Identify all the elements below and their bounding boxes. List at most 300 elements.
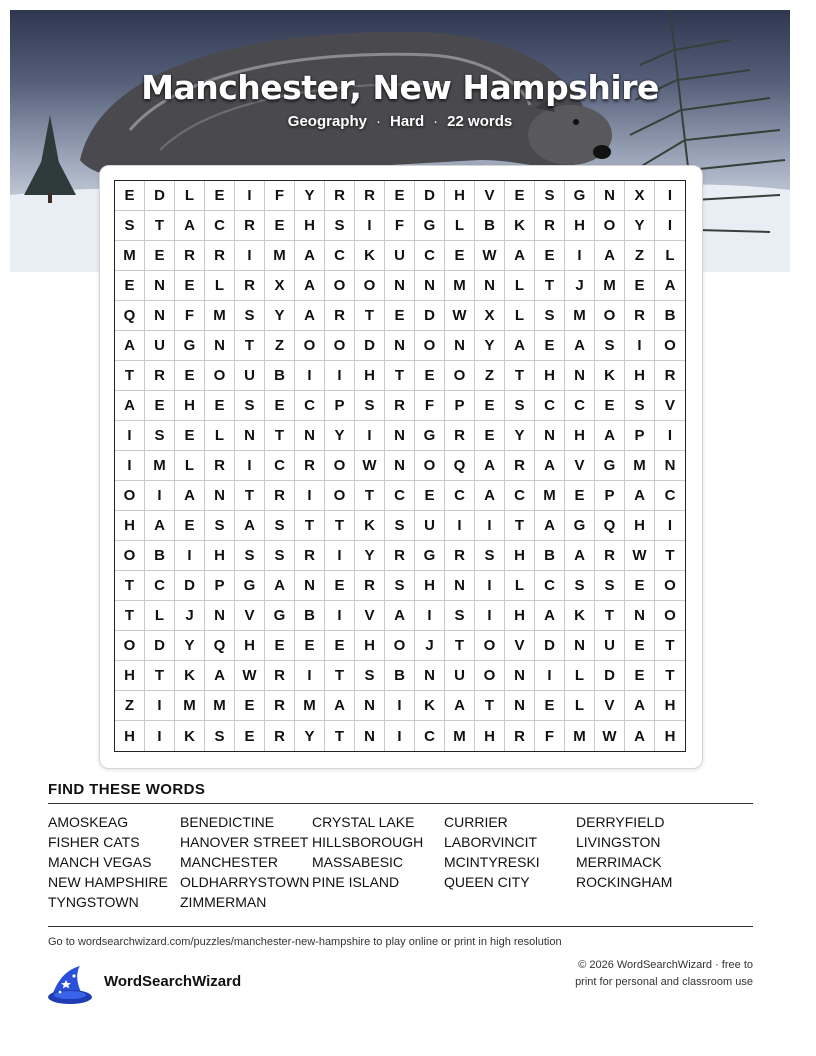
grid-cell[interactable]: I [145, 481, 175, 511]
grid-cell[interactable]: R [385, 391, 415, 421]
grid-cell[interactable]: O [385, 631, 415, 661]
grid-cell[interactable]: Y [505, 421, 535, 451]
grid-cell[interactable]: N [385, 421, 415, 451]
grid-cell[interactable]: W [235, 661, 265, 691]
grid-cell[interactable]: O [475, 661, 505, 691]
grid-cell[interactable]: I [655, 211, 685, 241]
grid-cell[interactable]: A [175, 211, 205, 241]
grid-cell[interactable]: E [205, 391, 235, 421]
grid-cell[interactable]: N [355, 721, 385, 751]
grid-cell[interactable]: A [205, 661, 235, 691]
grid-cell[interactable]: Y [295, 181, 325, 211]
grid-cell[interactable]: R [265, 661, 295, 691]
grid-cell[interactable]: L [505, 271, 535, 301]
grid-cell[interactable]: O [325, 451, 355, 481]
grid-cell[interactable]: X [265, 271, 295, 301]
grid-cell[interactable]: I [535, 661, 565, 691]
grid-cell[interactable]: H [655, 691, 685, 721]
grid-cell[interactable]: A [475, 451, 505, 481]
grid-cell[interactable]: C [385, 481, 415, 511]
grid-cell[interactable]: H [505, 541, 535, 571]
grid-cell[interactable]: N [505, 691, 535, 721]
grid-cell[interactable]: S [145, 421, 175, 451]
grid-cell[interactable]: D [595, 661, 625, 691]
grid-cell[interactable]: J [415, 631, 445, 661]
grid-cell[interactable]: N [145, 271, 175, 301]
grid-cell[interactable]: U [445, 661, 475, 691]
grid-cell[interactable]: R [445, 541, 475, 571]
grid-cell[interactable]: N [205, 601, 235, 631]
grid-cell[interactable]: L [505, 571, 535, 601]
grid-cell[interactable]: L [175, 451, 205, 481]
grid-cell[interactable]: V [505, 631, 535, 661]
grid-cell[interactable]: O [325, 331, 355, 361]
grid-cell[interactable]: G [415, 541, 445, 571]
grid-cell[interactable]: I [295, 361, 325, 391]
grid-cell[interactable]: M [175, 691, 205, 721]
grid-cell[interactable]: L [175, 181, 205, 211]
grid-cell[interactable]: W [445, 301, 475, 331]
grid-cell[interactable]: T [505, 361, 535, 391]
grid-cell[interactable]: L [565, 691, 595, 721]
grid-cell[interactable]: C [265, 451, 295, 481]
grid-cell[interactable]: R [205, 241, 235, 271]
grid-cell[interactable]: A [535, 511, 565, 541]
grid-cell[interactable]: N [445, 331, 475, 361]
grid-cell[interactable]: Y [295, 721, 325, 751]
grid-cell[interactable]: E [475, 391, 505, 421]
grid-cell[interactable]: H [565, 211, 595, 241]
grid-cell[interactable]: D [535, 631, 565, 661]
grid-cell[interactable]: H [175, 391, 205, 421]
grid-cell[interactable]: I [115, 451, 145, 481]
grid-cell[interactable]: H [415, 571, 445, 601]
grid-cell[interactable]: H [535, 361, 565, 391]
grid-cell[interactable]: A [115, 391, 145, 421]
grid-cell[interactable]: M [115, 241, 145, 271]
grid-cell[interactable]: Z [475, 361, 505, 391]
grid-cell[interactable]: R [175, 241, 205, 271]
grid-cell[interactable]: A [145, 511, 175, 541]
grid-cell[interactable]: S [625, 391, 655, 421]
grid-cell[interactable]: I [115, 421, 145, 451]
grid-cell[interactable]: B [535, 541, 565, 571]
grid-cell[interactable]: I [145, 691, 175, 721]
grid-cell[interactable]: Z [265, 331, 295, 361]
grid-cell[interactable]: R [265, 481, 295, 511]
grid-cell[interactable]: K [175, 721, 205, 751]
grid-cell[interactable]: U [235, 361, 265, 391]
grid-cell[interactable]: R [535, 211, 565, 241]
grid-cell[interactable]: N [385, 271, 415, 301]
grid-cell[interactable]: R [205, 451, 235, 481]
grid-cell[interactable]: A [535, 451, 565, 481]
grid-cell[interactable]: O [295, 331, 325, 361]
grid-cell[interactable]: E [205, 181, 235, 211]
grid-cell[interactable]: A [625, 481, 655, 511]
grid-cell[interactable]: T [385, 361, 415, 391]
grid-cell[interactable]: D [415, 181, 445, 211]
grid-cell[interactable]: M [205, 691, 235, 721]
grid-cell[interactable]: O [325, 481, 355, 511]
grid-cell[interactable]: Z [115, 691, 145, 721]
grid-cell[interactable]: Y [175, 631, 205, 661]
grid-cell[interactable]: N [415, 661, 445, 691]
grid-cell[interactable]: P [445, 391, 475, 421]
grid-cell[interactable]: E [235, 691, 265, 721]
grid-cell[interactable]: A [475, 481, 505, 511]
grid-cell[interactable]: Y [475, 331, 505, 361]
grid-cell[interactable]: R [625, 301, 655, 331]
grid-cell[interactable]: V [235, 601, 265, 631]
grid-cell[interactable]: O [445, 361, 475, 391]
grid-cell[interactable]: R [265, 691, 295, 721]
grid-cell[interactable]: K [565, 601, 595, 631]
grid-cell[interactable]: A [625, 691, 655, 721]
grid-cell[interactable]: T [355, 301, 385, 331]
grid-cell[interactable]: C [295, 391, 325, 421]
grid-cell[interactable]: A [625, 721, 655, 751]
grid-cell[interactable]: O [475, 631, 505, 661]
grid-cell[interactable]: R [505, 451, 535, 481]
grid-cell[interactable]: I [385, 721, 415, 751]
grid-cell[interactable]: I [475, 511, 505, 541]
grid-cell[interactable]: M [295, 691, 325, 721]
grid-cell[interactable]: N [205, 481, 235, 511]
grid-cell[interactable]: H [475, 721, 505, 751]
grid-cell[interactable]: I [565, 241, 595, 271]
grid-cell[interactable]: H [625, 511, 655, 541]
grid-cell[interactable]: M [265, 241, 295, 271]
grid-cell[interactable]: N [415, 271, 445, 301]
grid-cell[interactable]: H [235, 631, 265, 661]
grid-cell[interactable]: R [295, 541, 325, 571]
grid-cell[interactable]: R [235, 271, 265, 301]
grid-cell[interactable]: P [625, 421, 655, 451]
grid-cell[interactable]: A [565, 331, 595, 361]
grid-cell[interactable]: G [565, 511, 595, 541]
grid-cell[interactable]: E [145, 241, 175, 271]
grid-cell[interactable]: S [595, 571, 625, 601]
grid-cell[interactable]: A [325, 691, 355, 721]
grid-cell[interactable]: H [505, 601, 535, 631]
grid-cell[interactable]: M [445, 271, 475, 301]
grid-cell[interactable]: E [175, 421, 205, 451]
grid-cell[interactable]: T [325, 661, 355, 691]
grid-cell[interactable]: T [265, 421, 295, 451]
grid-cell[interactable]: N [475, 271, 505, 301]
grid-cell[interactable]: H [445, 181, 475, 211]
grid-cell[interactable]: H [625, 361, 655, 391]
grid-cell[interactable]: I [475, 601, 505, 631]
grid-cell[interactable]: C [445, 481, 475, 511]
grid-cell[interactable]: K [415, 691, 445, 721]
grid-cell[interactable]: N [565, 361, 595, 391]
grid-cell[interactable]: B [295, 601, 325, 631]
grid-cell[interactable]: F [415, 391, 445, 421]
grid-cell[interactable]: E [475, 421, 505, 451]
grid-cell[interactable]: S [325, 211, 355, 241]
grid-cell[interactable]: C [415, 721, 445, 751]
grid-cell[interactable]: P [595, 481, 625, 511]
grid-cell[interactable]: G [175, 331, 205, 361]
grid-cell[interactable]: T [655, 541, 685, 571]
grid-cell[interactable]: E [115, 181, 145, 211]
grid-cell[interactable]: O [115, 541, 145, 571]
grid-cell[interactable]: S [475, 541, 505, 571]
grid-cell[interactable]: B [385, 661, 415, 691]
grid-cell[interactable]: T [115, 601, 145, 631]
grid-cell[interactable]: M [595, 271, 625, 301]
grid-cell[interactable]: R [355, 571, 385, 601]
grid-cell[interactable]: E [385, 301, 415, 331]
grid-cell[interactable]: H [205, 541, 235, 571]
grid-cell[interactable]: T [235, 331, 265, 361]
grid-cell[interactable]: I [325, 541, 355, 571]
grid-cell[interactable]: M [445, 721, 475, 751]
grid-cell[interactable]: K [505, 211, 535, 241]
grid-cell[interactable]: V [355, 601, 385, 631]
grid-cell[interactable]: T [505, 511, 535, 541]
grid-cell[interactable]: L [505, 301, 535, 331]
grid-cell[interactable]: Z [625, 241, 655, 271]
grid-cell[interactable]: U [415, 511, 445, 541]
grid-cell[interactable]: N [385, 451, 415, 481]
grid-cell[interactable]: I [145, 721, 175, 751]
grid-cell[interactable]: L [655, 241, 685, 271]
grid-cell[interactable]: N [625, 601, 655, 631]
grid-cell[interactable]: I [235, 451, 265, 481]
grid-cell[interactable]: Y [625, 211, 655, 241]
grid-cell[interactable]: I [385, 691, 415, 721]
grid-cell[interactable]: L [145, 601, 175, 631]
grid-cell[interactable]: R [445, 421, 475, 451]
grid-cell[interactable]: S [535, 301, 565, 331]
grid-cell[interactable]: E [625, 571, 655, 601]
grid-cell[interactable]: O [115, 631, 145, 661]
grid-cell[interactable]: R [235, 211, 265, 241]
grid-cell[interactable]: T [115, 361, 145, 391]
grid-cell[interactable]: N [235, 421, 265, 451]
grid-cell[interactable]: E [385, 181, 415, 211]
grid-cell[interactable]: D [145, 631, 175, 661]
grid-cell[interactable]: H [115, 511, 145, 541]
grid-cell[interactable]: I [325, 361, 355, 391]
grid-cell[interactable]: T [145, 661, 175, 691]
grid-cell[interactable]: I [175, 541, 205, 571]
grid-cell[interactable]: K [175, 661, 205, 691]
grid-cell[interactable]: R [655, 361, 685, 391]
grid-cell[interactable]: R [595, 541, 625, 571]
grid-cell[interactable]: X [475, 301, 505, 331]
grid-cell[interactable]: I [415, 601, 445, 631]
grid-cell[interactable]: T [655, 631, 685, 661]
grid-cell[interactable]: J [175, 601, 205, 631]
grid-cell[interactable]: E [265, 391, 295, 421]
grid-cell[interactable]: E [175, 271, 205, 301]
grid-cell[interactable]: E [625, 661, 655, 691]
grid-cell[interactable]: H [664, 727, 676, 745]
grid-cell[interactable]: A [295, 271, 325, 301]
grid-cell[interactable]: N [655, 451, 685, 481]
grid-cell[interactable]: A [265, 571, 295, 601]
grid-cell[interactable]: R [145, 361, 175, 391]
grid-cell[interactable]: A [655, 271, 685, 301]
grid-cell[interactable]: M [535, 481, 565, 511]
grid-cell[interactable]: B [145, 541, 175, 571]
grid-cell[interactable]: K [595, 361, 625, 391]
grid-cell[interactable]: T [445, 631, 475, 661]
grid-cell[interactable]: A [175, 481, 205, 511]
grid-cell[interactable]: T [595, 601, 625, 631]
grid-cell[interactable]: H [115, 721, 145, 751]
grid-cell[interactable]: N [445, 571, 475, 601]
grid-cell[interactable]: V [565, 451, 595, 481]
grid-cell[interactable]: O [595, 301, 625, 331]
grid-cell[interactable]: E [445, 241, 475, 271]
grid-cell[interactable]: T [295, 511, 325, 541]
grid-cell[interactable]: I [445, 511, 475, 541]
grid-cell[interactable]: F [175, 301, 205, 331]
grid-cell[interactable]: S [595, 331, 625, 361]
grid-cell[interactable]: K [355, 241, 385, 271]
grid-cell[interactable]: E [535, 691, 565, 721]
grid-cell[interactable]: E [115, 271, 145, 301]
grid-cell[interactable]: E [535, 241, 565, 271]
grid-cell[interactable]: R [325, 181, 355, 211]
grid-cell[interactable]: E [175, 361, 205, 391]
grid-cell[interactable]: N [565, 631, 595, 661]
grid-cell[interactable]: R [385, 541, 415, 571]
grid-cell[interactable]: A [115, 331, 145, 361]
grid-cell[interactable]: S [235, 391, 265, 421]
grid-cell[interactable]: T [475, 691, 505, 721]
grid-cell[interactable]: L [565, 661, 595, 691]
grid-cell[interactable]: T [325, 721, 355, 751]
grid-cell[interactable]: T [535, 271, 565, 301]
grid-cell[interactable]: E [565, 481, 595, 511]
grid-cell[interactable]: O [655, 601, 685, 631]
grid-cell[interactable]: O [115, 481, 145, 511]
grid-cell[interactable]: Q [115, 301, 145, 331]
grid-cell[interactable]: E [415, 361, 445, 391]
grid-cell[interactable]: A [595, 241, 625, 271]
grid-cell[interactable]: V [595, 691, 625, 721]
grid-cell[interactable]: I [325, 601, 355, 631]
grid-cell[interactable]: S [265, 511, 295, 541]
grid-cell[interactable]: U [385, 241, 415, 271]
grid-cell[interactable]: C [415, 241, 445, 271]
grid-cell[interactable]: A [535, 601, 565, 631]
grid-cell[interactable]: S [505, 391, 535, 421]
grid-cell[interactable]: C [565, 391, 595, 421]
grid-cell[interactable]: A [235, 511, 265, 541]
grid-cell[interactable]: O [655, 331, 685, 361]
grid-cell[interactable]: H [355, 631, 385, 661]
grid-cell[interactable]: E [235, 721, 265, 751]
grid-cell[interactable]: A [295, 241, 325, 271]
letter-grid[interactable] [114, 180, 686, 752]
grid-cell[interactable]: I [235, 241, 265, 271]
grid-cell[interactable]: T [655, 661, 685, 691]
grid-cell[interactable]: H [115, 661, 145, 691]
grid-cell[interactable]: C [145, 571, 175, 601]
grid-cell[interactable]: I [295, 481, 325, 511]
grid-cell[interactable]: S [235, 301, 265, 331]
grid-cell[interactable]: I [625, 331, 655, 361]
grid-cell[interactable]: G [565, 181, 595, 211]
grid-cell[interactable]: W [595, 721, 625, 751]
grid-cell[interactable]: D [415, 301, 445, 331]
grid-cell[interactable]: S [385, 571, 415, 601]
grid-cell[interactable]: S [355, 661, 385, 691]
grid-cell[interactable]: S [115, 211, 145, 241]
grid-cell[interactable]: I [355, 211, 385, 241]
grid-cell[interactable]: V [475, 181, 505, 211]
grid-cell[interactable]: H [565, 421, 595, 451]
grid-cell[interactable]: F [385, 211, 415, 241]
grid-cell[interactable]: G [595, 451, 625, 481]
grid-cell[interactable]: W [625, 541, 655, 571]
grid-cell[interactable]: G [415, 421, 445, 451]
grid-cell[interactable]: N [295, 571, 325, 601]
grid-cell[interactable]: R [265, 721, 295, 751]
grid-cell[interactable]: O [355, 271, 385, 301]
grid-cell[interactable]: I [355, 421, 385, 451]
grid-cell[interactable]: N [355, 691, 385, 721]
grid-cell[interactable]: I [655, 511, 685, 541]
grid-cell[interactable]: E [595, 391, 625, 421]
grid-cell[interactable]: I [295, 661, 325, 691]
grid-cell[interactable]: E [625, 631, 655, 661]
grid-cell[interactable]: C [205, 211, 235, 241]
grid-cell[interactable]: N [295, 421, 325, 451]
grid-cell[interactable]: F [535, 721, 565, 751]
grid-cell[interactable]: C [535, 571, 565, 601]
grid-cell[interactable]: O [415, 451, 445, 481]
grid-cell[interactable]: M [145, 451, 175, 481]
grid-cell[interactable]: N [385, 331, 415, 361]
grid-cell[interactable]: Y [325, 421, 355, 451]
grid-cell[interactable]: R [325, 301, 355, 331]
grid-cell[interactable]: M [625, 451, 655, 481]
grid-cell[interactable]: F [265, 181, 295, 211]
grid-cell[interactable]: I [655, 421, 685, 451]
grid-cell[interactable]: S [565, 571, 595, 601]
grid-cell[interactable]: C [655, 481, 685, 511]
grid-cell[interactable]: T [235, 481, 265, 511]
grid-cell[interactable]: Y [265, 301, 295, 331]
grid-cell[interactable]: J [565, 271, 595, 301]
grid-cell[interactable]: S [205, 511, 235, 541]
grid-cell[interactable]: K [355, 511, 385, 541]
grid-cell[interactable]: S [205, 721, 235, 751]
grid-cell[interactable]: U [145, 331, 175, 361]
grid-cell[interactable]: L [205, 421, 235, 451]
grid-cell[interactable]: M [205, 301, 235, 331]
grid-cell[interactable]: S [235, 541, 265, 571]
grid-cell[interactable]: G [265, 601, 295, 631]
grid-cell[interactable]: L [205, 271, 235, 301]
grid-cell[interactable]: N [205, 331, 235, 361]
grid-cell[interactable]: S [355, 391, 385, 421]
grid-cell[interactable]: E [625, 271, 655, 301]
grid-cell[interactable]: Q [205, 631, 235, 661]
grid-cell[interactable]: S [535, 181, 565, 211]
grid-cell[interactable]: V [655, 391, 685, 421]
grid-cell[interactable]: B [655, 301, 685, 331]
grid-cell[interactable]: E [265, 211, 295, 241]
